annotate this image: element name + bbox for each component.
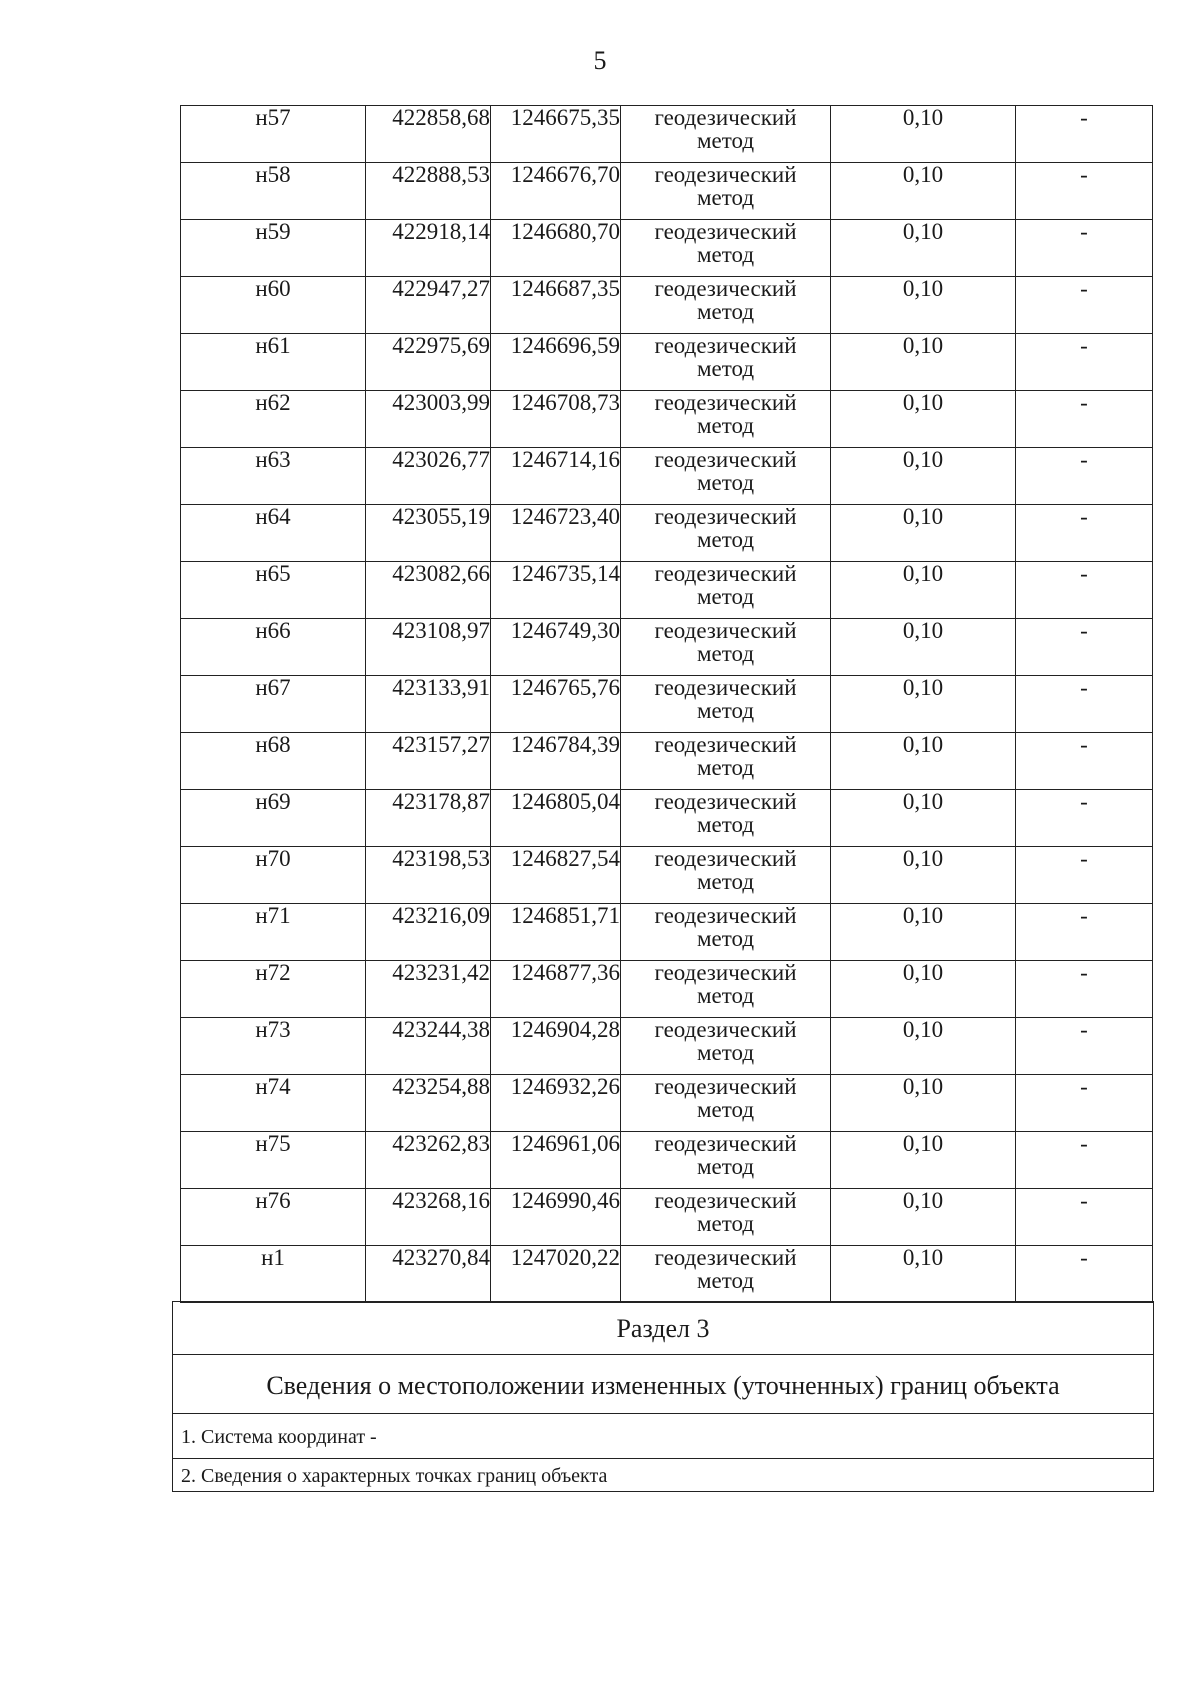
note-cell: - (1016, 961, 1153, 1018)
y-coordinate-cell: 1246932,26 (491, 1075, 621, 1132)
x-coordinate-cell: 423270,84 (366, 1246, 491, 1303)
table-row (181, 619, 1153, 676)
y-coordinate-cell: 1246749,30 (491, 619, 621, 676)
note-cell: - (1016, 1189, 1153, 1246)
x-coordinate-cell: 422858,68 (366, 106, 491, 163)
y-coordinate-cell: 1246904,28 (491, 1018, 621, 1075)
method-line2: метод (696, 1154, 755, 1179)
table-row (181, 961, 1153, 1018)
method-cell (621, 1189, 831, 1246)
point-cell: н68 (181, 733, 366, 790)
point-cell: н70 (181, 847, 366, 904)
x-coordinate-cell: 423055,19 (366, 505, 491, 562)
table-row (181, 1075, 1153, 1132)
table-row (181, 1246, 1153, 1303)
x-coordinate-cell: 423198,53 (366, 847, 491, 904)
note-cell: - (1016, 904, 1153, 961)
method-line1: геодезический (654, 219, 797, 244)
accuracy-cell: 0,10 (831, 847, 1016, 904)
x-coordinate-cell: 423216,09 (366, 904, 491, 961)
y-coordinate-cell: 1246851,71 (491, 904, 621, 961)
section-3 (172, 1301, 1154, 1492)
y-coordinate-cell: 1246735,14 (491, 562, 621, 619)
x-coordinate-cell: 423082,66 (366, 562, 491, 619)
method-cell (621, 448, 831, 505)
y-coordinate-cell: 1246827,54 (491, 847, 621, 904)
point-cell: н58 (181, 163, 366, 220)
y-coordinate-cell: 1246687,35 (491, 277, 621, 334)
x-coordinate-cell: 422947,27 (366, 277, 491, 334)
note-cell: - (1016, 334, 1153, 391)
table-row (181, 790, 1153, 847)
accuracy-cell: 0,10 (831, 904, 1016, 961)
table-row (181, 904, 1153, 961)
x-coordinate-cell: 423108,97 (366, 619, 491, 676)
note-cell: - (1016, 448, 1153, 505)
note-cell: - (1016, 1018, 1153, 1075)
method-line2: метод (696, 1040, 755, 1065)
y-coordinate-cell: 1246675,35 (491, 106, 621, 163)
point-cell: н71 (181, 904, 366, 961)
accuracy-cell: 0,10 (831, 1189, 1016, 1246)
point-cell: н66 (181, 619, 366, 676)
point-cell: н60 (181, 277, 366, 334)
method-line1: геодезический (654, 675, 797, 700)
note-cell: - (1016, 1246, 1153, 1303)
y-coordinate-cell: 1247020,22 (491, 1246, 621, 1303)
section-title: Раздел 3 (173, 1301, 1153, 1354)
x-coordinate-cell: 423178,87 (366, 790, 491, 847)
point-cell: н61 (181, 334, 366, 391)
point-cell: н65 (181, 562, 366, 619)
method-cell (621, 163, 831, 220)
accuracy-cell: 0,10 (831, 619, 1016, 676)
table-row (181, 277, 1153, 334)
method-line2: метод (696, 926, 755, 951)
table-row (181, 1189, 1153, 1246)
method-cell (621, 391, 831, 448)
note-cell: - (1016, 847, 1153, 904)
table-row (181, 1018, 1153, 1075)
method-line1: геодезический (654, 1245, 797, 1270)
point-cell: н1 (181, 1246, 366, 1303)
method-line1: геодезический (654, 447, 797, 472)
accuracy-cell: 0,10 (831, 961, 1016, 1018)
method-line2: метод (696, 755, 755, 780)
page-number: 5 (593, 46, 607, 75)
x-coordinate-cell: 423254,88 (366, 1075, 491, 1132)
x-coordinate-cell: 422918,14 (366, 220, 491, 277)
y-coordinate-cell: 1246696,59 (491, 334, 621, 391)
method-cell (621, 220, 831, 277)
table-row (181, 106, 1153, 163)
point-cell: н64 (181, 505, 366, 562)
method-line2: метод (696, 1268, 755, 1293)
method-line2: метод (696, 527, 755, 552)
method-line2: метод (696, 584, 755, 609)
note-cell: - (1016, 676, 1153, 733)
method-line1: геодезический (654, 504, 797, 529)
note-cell: - (1016, 106, 1153, 163)
method-line1: геодезический (654, 276, 797, 301)
x-coordinate-cell: 423003,99 (366, 391, 491, 448)
accuracy-cell: 0,10 (831, 1075, 1016, 1132)
y-coordinate-cell: 1246714,16 (491, 448, 621, 505)
method-cell (621, 790, 831, 847)
y-coordinate-cell: 1246708,73 (491, 391, 621, 448)
method-line1: геодезический (654, 105, 797, 130)
table-row (181, 562, 1153, 619)
y-coordinate-cell: 1246877,36 (491, 961, 621, 1018)
method-cell (621, 961, 831, 1018)
method-line1: геодезический (654, 1188, 797, 1213)
y-coordinate-cell: 1246961,06 (491, 1132, 621, 1189)
point-cell: н75 (181, 1132, 366, 1189)
note-cell: - (1016, 619, 1153, 676)
method-line2: метод (696, 299, 755, 324)
method-cell (621, 1246, 831, 1303)
y-coordinate-cell: 1246784,39 (491, 733, 621, 790)
accuracy-cell: 0,10 (831, 505, 1016, 562)
method-line1: геодезический (654, 903, 797, 928)
note-cell: - (1016, 163, 1153, 220)
x-coordinate-cell: 423133,91 (366, 676, 491, 733)
method-cell (621, 904, 831, 961)
table-row (181, 676, 1153, 733)
accuracy-cell: 0,10 (831, 448, 1016, 505)
method-cell (621, 1132, 831, 1189)
method-cell (621, 676, 831, 733)
note-cell: - (1016, 1132, 1153, 1189)
method-line1: геодезический (654, 960, 797, 985)
method-line1: геодезический (654, 1074, 797, 1099)
method-line1: геодезический (654, 561, 797, 586)
point-cell: н63 (181, 448, 366, 505)
point-cell: н67 (181, 676, 366, 733)
table-row (181, 733, 1153, 790)
method-line2: метод (696, 869, 755, 894)
y-coordinate-cell: 1246723,40 (491, 505, 621, 562)
table-row (181, 220, 1153, 277)
method-line1: геодезический (654, 846, 797, 871)
x-coordinate-cell: 423244,38 (366, 1018, 491, 1075)
method-line1: геодезический (654, 789, 797, 814)
method-line1: геодезический (654, 618, 797, 643)
method-cell (621, 334, 831, 391)
method-line2: метод (696, 983, 755, 1008)
characteristic-points-line: 2. Сведения о характерных точках границ объекта (173, 1458, 1153, 1491)
note-cell: - (1016, 277, 1153, 334)
point-cell: н62 (181, 391, 366, 448)
accuracy-cell: 0,10 (831, 1018, 1016, 1075)
method-line2: метод (696, 812, 755, 837)
point-cell: н57 (181, 106, 366, 163)
accuracy-cell: 0,10 (831, 562, 1016, 619)
method-line1: геодезический (654, 162, 797, 187)
point-cell: н72 (181, 961, 366, 1018)
x-coordinate-cell: 423157,27 (366, 733, 491, 790)
coordinate-system-line: 1. Система координат - (173, 1413, 1153, 1458)
method-cell (621, 505, 831, 562)
method-line1: геодезический (654, 390, 797, 415)
note-cell: - (1016, 790, 1153, 847)
accuracy-cell: 0,10 (831, 277, 1016, 334)
method-line2: метод (696, 185, 755, 210)
method-line2: метод (696, 356, 755, 381)
method-line2: метод (696, 1097, 755, 1122)
method-line2: метод (696, 698, 755, 723)
accuracy-cell: 0,10 (831, 733, 1016, 790)
x-coordinate-cell: 423231,42 (366, 961, 491, 1018)
x-coordinate-cell: 423026,77 (366, 448, 491, 505)
x-coordinate-cell: 423262,83 (366, 1132, 491, 1189)
accuracy-cell: 0,10 (831, 790, 1016, 847)
y-coordinate-cell: 1246765,76 (491, 676, 621, 733)
coordinates-table-body (181, 106, 1153, 1303)
method-line2: метод (696, 470, 755, 495)
table-row (181, 163, 1153, 220)
method-cell (621, 562, 831, 619)
method-cell (621, 847, 831, 904)
table-row (181, 847, 1153, 904)
section-heading: Сведения о местоположении измененных (уточненных) границ объекта (173, 1354, 1153, 1413)
method-cell (621, 1075, 831, 1132)
accuracy-cell: 0,10 (831, 334, 1016, 391)
note-cell: - (1016, 733, 1153, 790)
table-row (181, 505, 1153, 562)
table-row (181, 391, 1153, 448)
accuracy-cell: 0,10 (831, 1132, 1016, 1189)
method-line2: метод (696, 128, 755, 153)
note-cell: - (1016, 391, 1153, 448)
point-cell: н74 (181, 1075, 366, 1132)
y-coordinate-cell: 1246680,70 (491, 220, 621, 277)
table-row (181, 448, 1153, 505)
note-cell: - (1016, 505, 1153, 562)
note-cell: - (1016, 220, 1153, 277)
point-cell: н59 (181, 220, 366, 277)
x-coordinate-cell: 422888,53 (366, 163, 491, 220)
method-line2: метод (696, 1211, 755, 1236)
accuracy-cell: 0,10 (831, 1246, 1016, 1303)
method-line2: метод (696, 413, 755, 438)
method-cell (621, 1018, 831, 1075)
accuracy-cell: 0,10 (831, 106, 1016, 163)
accuracy-cell: 0,10 (831, 220, 1016, 277)
accuracy-cell: 0,10 (831, 676, 1016, 733)
method-line1: геодезический (654, 1017, 797, 1042)
coordinates-table (180, 105, 1153, 1303)
accuracy-cell: 0,10 (831, 391, 1016, 448)
method-line1: геодезический (654, 732, 797, 757)
y-coordinate-cell: 1246676,70 (491, 163, 621, 220)
note-cell: - (1016, 562, 1153, 619)
method-line2: метод (696, 242, 755, 267)
method-line2: метод (696, 641, 755, 666)
y-coordinate-cell: 1246990,46 (491, 1189, 621, 1246)
point-cell: н69 (181, 790, 366, 847)
method-cell (621, 619, 831, 676)
y-coordinate-cell: 1246805,04 (491, 790, 621, 847)
table-row (181, 334, 1153, 391)
point-cell: н76 (181, 1189, 366, 1246)
table-row (181, 1132, 1153, 1189)
point-cell: н73 (181, 1018, 366, 1075)
x-coordinate-cell: 422975,69 (366, 334, 491, 391)
method-line1: геодезический (654, 333, 797, 358)
note-cell: - (1016, 1075, 1153, 1132)
method-cell (621, 106, 831, 163)
method-cell (621, 733, 831, 790)
method-line1: геодезический (654, 1131, 797, 1156)
accuracy-cell: 0,10 (831, 163, 1016, 220)
x-coordinate-cell: 423268,16 (366, 1189, 491, 1246)
method-cell (621, 277, 831, 334)
